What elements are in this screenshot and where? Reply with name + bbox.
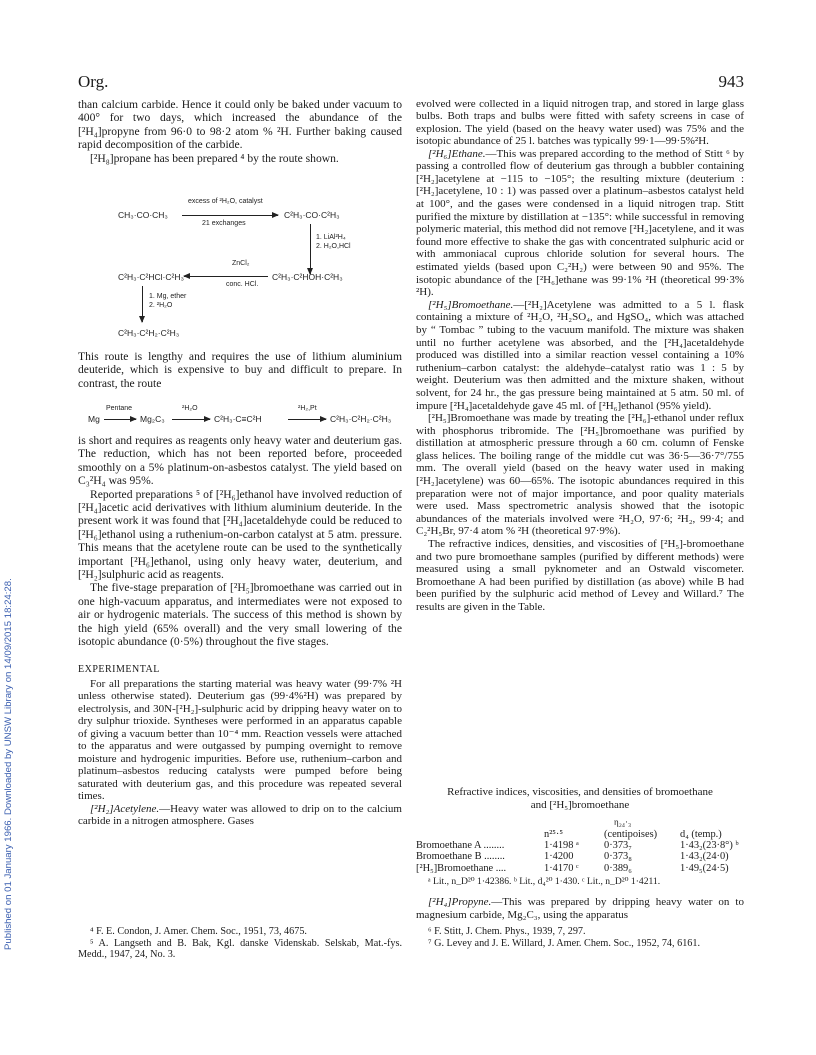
reaction-arrow bbox=[142, 286, 143, 322]
paragraph-heading: [²H₅]Bromoethane. bbox=[428, 298, 514, 311]
paragraph: The five-stage preparation of [²H₅]bromoethane was carried out in one high-vacuum apparatus, and intermediates were not exposed to air or hydrogenic materials. The success of this method is shown by the high yield (65% overall) and the very small lowering of the isotopic abundance (0·5%) throughout the five stages. bbox=[78, 581, 402, 649]
paragraph: [²H₄]Propyne.—This was prepared by dripping heavy water on to magnesium carbide, Mg₂C₃, using the apparatus bbox=[416, 896, 744, 922]
condition-label: excess of ²H₂O, catalyst bbox=[188, 198, 263, 205]
journal-name: Org. bbox=[78, 72, 109, 91]
reaction-scheme-1 bbox=[78, 196, 402, 346]
table-header: d₄ (temp.) bbox=[680, 829, 722, 840]
table-row: [²H₅]Bromoethane .... 1·4170 ᶜ 0·389₆ 1·49₅(24·5) bbox=[416, 862, 729, 874]
reaction-arrow bbox=[310, 224, 311, 274]
footnote: ⁵ A. Langseth and B. Bak, Kgl. danske Videnskab. Selskab, Mat.-fys. Medd., 1947, 24, No. 3. bbox=[78, 937, 402, 961]
compound-propyne: C²H₃·C≡C²H bbox=[214, 414, 262, 424]
reaction-arrow bbox=[104, 419, 136, 420]
reaction-arrow bbox=[184, 276, 268, 277]
page-number: 943 bbox=[718, 72, 744, 91]
paragraph-heading: [²H₂]Acetylene. bbox=[90, 802, 160, 815]
condition-label: conc. HCl. bbox=[226, 281, 259, 288]
paragraph: [²H₂]Acetylene.—Heavy water was allowed to drip on to the calcium carbide in a nitrogen atmosphere. Gases bbox=[78, 802, 402, 828]
paragraph: evolved were collected in a liquid nitrogen trap, and stored in large glass bulbs. Both traps and bulbs were fitted with safety screens in case of explosion. The yield (based on the heavy water used) was 75% and the isotopic abundance of 25 l. batches was typically 99·1—99·5%²H. bbox=[416, 98, 744, 148]
results-table-block bbox=[416, 786, 744, 887]
right-footnotes bbox=[416, 926, 744, 949]
reaction-arrow bbox=[172, 419, 210, 420]
condition-label: ²H₂,Pt bbox=[298, 405, 317, 412]
paragraph: is short and requires as reagents only heavy water and deuterium gas. The reduction, which has not been reported before, proceeded smoothly on a 5% platinum-on-asbestos catalyst. The yield based on C₃²H₄ was 95%. bbox=[78, 434, 402, 488]
footnote: ⁶ F. Stitt, J. Chem. Phys., 1939, 7, 297. bbox=[428, 926, 586, 937]
table-row: Bromoethane B ........ 1·4200 0·373₈ 1·43₂(24·0) bbox=[416, 851, 729, 863]
footnote: ⁴ F. E. Condon, J. Amer. Chem. Soc., 1951, 73, 4675. bbox=[90, 926, 307, 937]
table-row: Bromoethane A ........ 1·4198 ᵃ 0·373₇ 1·43₂(23·8°) ᵇ bbox=[416, 840, 739, 852]
condition-label: Pentane bbox=[106, 405, 133, 412]
paragraph: [²H₅]Bromoethane was made by treating the [²H₆]-ethanol under reflux with phosphorus tribromide. The [²H₅]bromoethane was purified by distillation at atmospheric pressure through a 60 cm. column of Fenske glass helices. The boiling range of the middle cut was 36·5—36·7°/755 mm. The overall yield (based on the heavy water used in making [²H₂]acetylene) was 60—65%. The isotopic abundances required in this preparation were not of major importance, and poor quality materials were used. Mass spectrometric analysis showed that the isotopic abundances of the materials involved were ²H₂O, 97·6; ²H₂, 99·4; and C₂²H₅Br, 97·4 atom % ²H (theoretical 97·9%). bbox=[416, 412, 744, 538]
compound-d6-acetone: C²H₃·CO·C²H₃ bbox=[284, 210, 340, 220]
table-header: n²⁵·⁵ bbox=[544, 829, 564, 840]
table-title: Refractive indices, viscosities, and densities of bromoethane and [²H₅]bromoethane bbox=[447, 786, 713, 811]
paragraph: Reported preparations ⁵ of [²H₆]ethanol have involved reduction of [²H₄]acetic acid derivatives with lithium aluminium deuteride. In the present work it was found that [²H₄]acetaldehyde could be reduced to [²H₆]ethanol using a ruthenium-on-carbon catalyst at 5 atm. pressure. This means that the acetylene route can be used to the synthetically important [²H₆]ethanol, using only heavy water, deuterium, and [²H₂]sulphuric acid as reagents. bbox=[78, 487, 402, 582]
compound-propane: C²H₃·C²H₂·C²H₃ bbox=[330, 414, 392, 424]
condition-label: 2. ²H₂O bbox=[149, 302, 173, 309]
paragraph: [²H₆]Ethane.—This was prepared according to the method of Stitt ⁶ by passing a controlled flow of deuterium gas through a bubbler containing [²H₂]acetylene at −115 to −105°; the resulting mixture (deuterium : [²H₂]acetylene, 10 : 1) was passed over a platinum–asbestos catalyst held at 100°, and the gases were condensed in a liquid nitrogen trap. Stitt purified the mixture by distillation at −135°: while successful in removing polymeric material, this method did not remove [²H₂]acetylene, and it was found more effective to shake the gas with concentrated sulphuric acid or with ammoniacal cuprous chloride solution for several hours. The estimated yields (based upon C₂²H₂) were between 90 and 95%. The isotopic abundance of the [²H₆]ethane was 99·1% ²H (theoretical 99·3% ²H). bbox=[416, 147, 744, 299]
paragraph-heading: [²H₆]Ethane. bbox=[428, 147, 486, 160]
table-header: (centipoises) bbox=[604, 829, 658, 840]
section-heading: EXPERIMENTAL bbox=[78, 663, 160, 675]
left-column-mid bbox=[78, 350, 402, 390]
left-column-bottom bbox=[78, 434, 402, 828]
paragraph: The refractive indices, densities, and viscosities of [²H₅]-bromoethane and two pure bromoethane samples (purified by different methods) were measured using a small pyknometer and an Ostwald viscometer. Bromoethane A had been purified by distillation (as above) while B had been purified by the sulphuric acid method of Levey and Willard.⁷ The results are given in the Table. bbox=[416, 538, 744, 613]
condition-label: ²H₂O bbox=[182, 405, 198, 412]
compound-isopropanol: C²H₃·C²HOH·C²H₃ bbox=[272, 272, 343, 282]
results-table bbox=[416, 829, 743, 874]
paragraph: This route is lengthy and requires the use of lithium aluminium deuteride, which is expensive to buy and difficult to prepare. In contrast, the route bbox=[78, 350, 402, 390]
right-column-end bbox=[416, 896, 744, 923]
reaction-arrow bbox=[288, 419, 326, 420]
compound-chloropropane: C²H₃·C²HCl·C²H₃ bbox=[118, 272, 184, 282]
paragraph: than calcium carbide. Hence it could only be baked under vacuum to 400° for two days, which increased the abundance of the [²H₄]propyne from 96·0 to 98·2 atom % ²H. Further baking caused rapid decomposition of the carbide. bbox=[78, 98, 402, 152]
download-notice: Published on 01 January 1966. Downloaded by UNSW Library on 14/09/2015 18:24:28. bbox=[3, 578, 14, 950]
footnote: ⁷ G. Levey and J. E. Willard, J. Amer. Chem. Soc., 1952, 74, 6161. bbox=[428, 937, 701, 949]
left-column-top bbox=[78, 98, 402, 165]
compound-propane: C²H₃·C²H₂·C²H₃ bbox=[118, 328, 180, 338]
condition-label: ZnCl₂ bbox=[232, 260, 250, 267]
paragraph-heading: [²H₄]Propyne. bbox=[428, 896, 492, 908]
right-column bbox=[416, 98, 744, 614]
paragraph: [²H₅]Bromoethane.—[²H₂]Acetylene was admitted to a 5 l. flask containing a mixture of ²H₂O, ²H₂SO₄, and HgSO₄, which was attached by “ Tombac ” tubing to the vacuum manifold. The mixture was shaken until no further acetylene was absorbed, and the [²H₄]acetaldehyde produced was distilled into a similar reaction vessel containing a 10% ruthenium–carbon catalyst: the aldehyde–catalyst ratio was 1 : 5 by weight. Deuterium was then admitted and the mixture shaken, without solvent, for 24 hr., the gas pressure being maintained at 5 atm. 50 ml. of impure [²H₄]acetaldehyde gave 45 ml. of [²H₆]ethanol (95% yield). bbox=[416, 298, 744, 412]
condition-label: 2. H₂O,HCl bbox=[316, 243, 351, 250]
left-footnotes bbox=[78, 926, 402, 961]
paragraph: For all preparations the starting material was heavy water (99·7% ²H unless otherwise stated). Deuterium gas (99·4%²H) was prepared by electrolysis, and 30N-[²H₂]-sulphuric acid by dripping heavy water on to dry sulphur trioxide. Syntheses were performed in an apparatus capable of giving a vacuum better than 10⁻⁴ mm. Reaction vessels were attached to the apparatus and were outgassed by pumping overnight to remove moisture and hydrogenic impurities. Before use, ruthenium–carbon and platinum–asbestos reducing catalysts were pumped before being saturated with deuterium gas, and this procedure was repeated several times. bbox=[78, 677, 402, 803]
paragraph: [²H₈]propane has been prepared ⁴ by the route shown. bbox=[90, 151, 339, 165]
condition-label: 1. LiAl²H₄ bbox=[316, 234, 346, 241]
condition-label: 21 exchanges bbox=[202, 220, 246, 227]
compound-mg2c3: Mg₂C₃ bbox=[140, 414, 165, 424]
reaction-arrow bbox=[182, 215, 278, 216]
reaction-scheme-2 bbox=[78, 404, 402, 430]
compound-mg: Mg bbox=[88, 414, 100, 424]
table-eta-header: η₂₄·₃ bbox=[614, 817, 632, 827]
compound-acetone: CH₃·CO·CH₃ bbox=[118, 210, 168, 220]
condition-label: 1. Mg, ether bbox=[149, 293, 187, 300]
table-notes: ᵃ Lit., n_D²⁰ 1·42386. ᵇ Lit., d₄²⁰ 1·430. ᶜ Lit., n_D²⁰ 1·4211. bbox=[428, 875, 661, 887]
